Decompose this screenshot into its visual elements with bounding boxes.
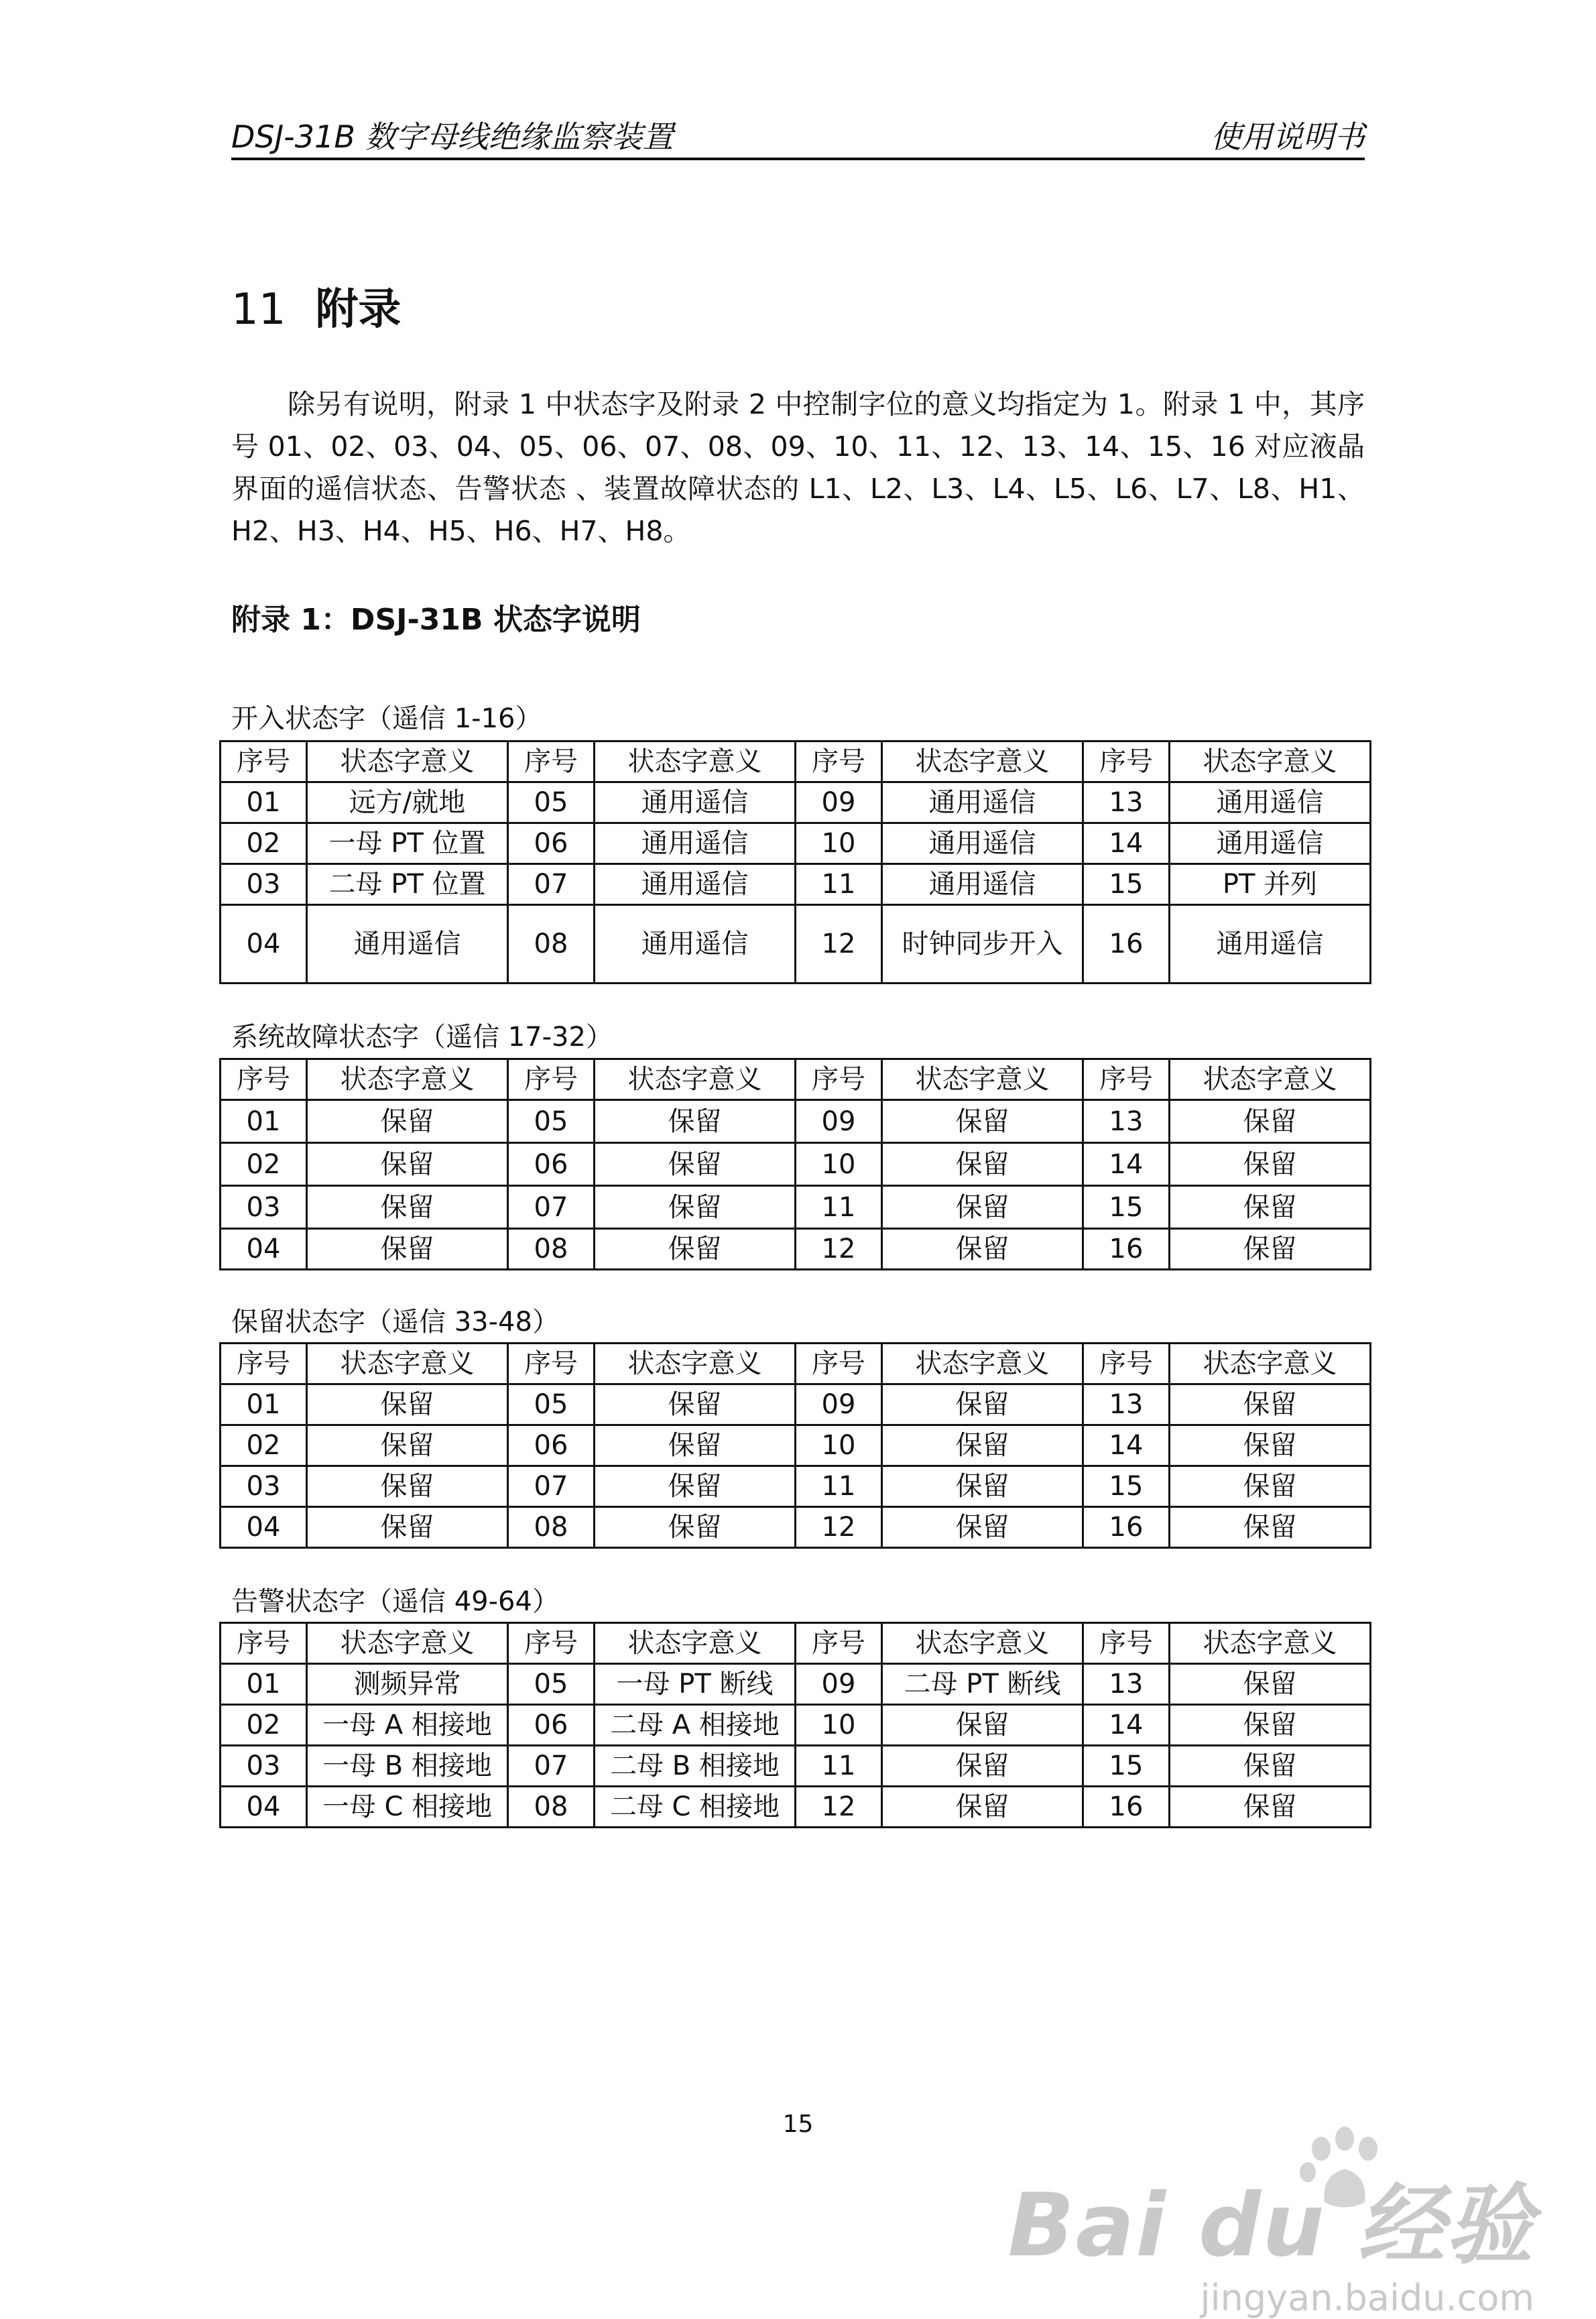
cell-number: 13 xyxy=(1083,1384,1170,1425)
cell-meaning: 保留 xyxy=(882,1143,1083,1186)
cell-number: 11 xyxy=(796,864,882,905)
cell-number: 02 xyxy=(221,823,307,864)
cell-meaning: 通用遥信 xyxy=(882,864,1083,905)
cell-number: 10 xyxy=(796,823,882,864)
table-row xyxy=(221,864,1371,905)
table-header-row xyxy=(221,1623,1371,1664)
table-row xyxy=(221,905,1371,984)
cell-number: 15 xyxy=(1083,1746,1170,1787)
cell-number: 03 xyxy=(221,1466,307,1507)
cell-number: 02 xyxy=(221,1425,307,1466)
cell-meaning: 二母 PT 断线 xyxy=(882,1664,1083,1705)
cell-number: 10 xyxy=(796,1143,882,1186)
cell-meaning: 保留 xyxy=(595,1507,796,1548)
table-row xyxy=(221,1100,1371,1143)
cell-number: 13 xyxy=(1083,1664,1170,1705)
cell-meaning: 时钟同步开入 xyxy=(882,905,1083,984)
cell-number: 15 xyxy=(1083,864,1170,905)
column-header-meaning: 状态字意义 xyxy=(307,1059,508,1100)
column-header-meaning: 状态字意义 xyxy=(882,1623,1083,1664)
cell-number: 08 xyxy=(508,1787,595,1828)
table-caption: 告警状态字（遥信 49-64） xyxy=(231,1586,559,1617)
cell-meaning: 保留 xyxy=(595,1384,796,1425)
cell-number: 12 xyxy=(796,1229,882,1270)
cell-number: 04 xyxy=(221,1507,307,1548)
cell-meaning: 一母 B 相接地 xyxy=(307,1746,508,1787)
cell-number: 14 xyxy=(1083,1143,1170,1186)
cell-meaning: 保留 xyxy=(882,1507,1083,1548)
table-row xyxy=(221,1664,1371,1705)
cell-number: 08 xyxy=(508,1229,595,1270)
cell-meaning: 保留 xyxy=(882,1466,1083,1507)
cell-number: 04 xyxy=(221,1787,307,1828)
column-header-no: 序号 xyxy=(796,1623,882,1664)
cell-meaning: 保留 xyxy=(1170,1664,1371,1705)
column-header-no: 序号 xyxy=(1083,741,1170,782)
cell-meaning: 远方/就地 xyxy=(307,782,508,823)
cell-number: 05 xyxy=(508,1384,595,1425)
cell-number: 05 xyxy=(508,1664,595,1705)
cell-number: 14 xyxy=(1083,1425,1170,1466)
cell-meaning: 保留 xyxy=(307,1384,508,1425)
cell-number: 13 xyxy=(1083,782,1170,823)
cell-meaning: 通用遥信 xyxy=(595,864,796,905)
cell-number: 06 xyxy=(508,823,595,864)
table-caption: 保留状态字（遥信 33-48） xyxy=(231,1307,559,1337)
cell-number: 01 xyxy=(221,1664,307,1705)
table-row xyxy=(221,1425,1371,1466)
cell-number: 10 xyxy=(796,1705,882,1746)
cell-number: 01 xyxy=(221,1100,307,1143)
cell-number: 12 xyxy=(796,905,882,984)
column-header-meaning: 状态字意义 xyxy=(882,1059,1083,1100)
table-caption: 系统故障状态字（遥信 17-32） xyxy=(231,1022,613,1053)
cell-meaning: 通用遥信 xyxy=(595,782,796,823)
column-header-meaning: 状态字意义 xyxy=(882,741,1083,782)
cell-number: 04 xyxy=(221,1229,307,1270)
cell-number: 14 xyxy=(1083,823,1170,864)
cell-number: 15 xyxy=(1083,1466,1170,1507)
header-manual-label: 使用说明书 xyxy=(1211,119,1365,155)
column-header-no: 序号 xyxy=(796,1344,882,1384)
cell-meaning: 通用遥信 xyxy=(882,823,1083,864)
cell-number: 03 xyxy=(221,1186,307,1229)
cell-meaning: 通用遥信 xyxy=(595,823,796,864)
cell-meaning: 二母 A 相接地 xyxy=(595,1705,796,1746)
column-header-meaning: 状态字意义 xyxy=(595,1059,796,1100)
cell-number: 08 xyxy=(508,1507,595,1548)
cell-meaning: 保留 xyxy=(1170,1100,1371,1143)
column-header-no: 序号 xyxy=(221,741,307,782)
cell-number: 08 xyxy=(508,905,595,984)
cell-meaning: 通用遥信 xyxy=(882,782,1083,823)
cell-number: 03 xyxy=(221,864,307,905)
column-header-meaning: 状态字意义 xyxy=(1170,1623,1371,1664)
cell-number: 09 xyxy=(796,1664,882,1705)
column-header-no: 序号 xyxy=(1083,1623,1170,1664)
cell-meaning: 保留 xyxy=(595,1229,796,1270)
cell-number: 05 xyxy=(508,1100,595,1143)
cell-meaning: 保留 xyxy=(595,1425,796,1466)
cell-number: 14 xyxy=(1083,1705,1170,1746)
cell-meaning: 保留 xyxy=(595,1186,796,1229)
table-row xyxy=(221,1229,1371,1270)
cell-meaning: 一母 PT 位置 xyxy=(307,823,508,864)
cell-number: 09 xyxy=(796,1100,882,1143)
table-row xyxy=(221,1186,1371,1229)
cell-meaning: 保留 xyxy=(1170,1384,1371,1425)
cell-number: 01 xyxy=(221,1384,307,1425)
cell-number: 03 xyxy=(221,1746,307,1787)
cell-number: 06 xyxy=(508,1425,595,1466)
column-header-no: 序号 xyxy=(1083,1059,1170,1100)
page-number: 15 xyxy=(782,2110,814,2138)
cell-meaning: 一母 A 相接地 xyxy=(307,1705,508,1746)
watermark-url: jingyan.baidu.com xyxy=(1200,2277,1534,2319)
column-header-no: 序号 xyxy=(221,1059,307,1100)
appendix-title: 附录 1：DSJ-31B 状态字说明 xyxy=(231,603,641,637)
table-row xyxy=(221,1705,1371,1746)
cell-meaning: 保留 xyxy=(307,1466,508,1507)
cell-number: 11 xyxy=(796,1746,882,1787)
table-row xyxy=(221,1507,1371,1548)
cell-number: 09 xyxy=(796,1384,882,1425)
column-header-meaning: 状态字意义 xyxy=(307,1344,508,1384)
column-header-no: 序号 xyxy=(508,741,595,782)
column-header-meaning: 状态字意义 xyxy=(882,1344,1083,1384)
table-row xyxy=(221,1787,1371,1828)
watermark-logo: Bai du 经验 xyxy=(1007,2174,1534,2276)
table-row xyxy=(221,782,1371,823)
table-row xyxy=(221,1143,1371,1186)
table-row xyxy=(221,823,1371,864)
column-header-no: 序号 xyxy=(508,1344,595,1384)
header-doc-title: DSJ-31B 数字母线绝缘监察装置 xyxy=(231,119,674,155)
cell-meaning: 保留 xyxy=(595,1466,796,1507)
table-header-row xyxy=(221,1059,1371,1100)
table-row xyxy=(221,1466,1371,1507)
column-header-no: 序号 xyxy=(796,1059,882,1100)
cell-meaning: 二母 PT 位置 xyxy=(307,864,508,905)
cell-number: 11 xyxy=(796,1466,882,1507)
column-header-no: 序号 xyxy=(221,1623,307,1664)
cell-meaning: 保留 xyxy=(882,1100,1083,1143)
cell-meaning: 保留 xyxy=(1170,1466,1371,1507)
column-header-meaning: 状态字意义 xyxy=(595,1344,796,1384)
cell-meaning: 保留 xyxy=(1170,1507,1371,1548)
cell-number: 07 xyxy=(508,864,595,905)
column-header-no: 序号 xyxy=(221,1344,307,1384)
cell-number: 15 xyxy=(1083,1186,1170,1229)
column-header-meaning: 状态字意义 xyxy=(595,1623,796,1664)
cell-number: 07 xyxy=(508,1466,595,1507)
cell-number: 01 xyxy=(221,782,307,823)
cell-meaning: 保留 xyxy=(1170,1746,1371,1787)
status-table-di xyxy=(219,740,1371,984)
cell-meaning: PT 并列 xyxy=(1170,864,1371,905)
cell-meaning: 通用遥信 xyxy=(1170,905,1371,984)
cell-number: 07 xyxy=(508,1746,595,1787)
cell-number: 10 xyxy=(796,1425,882,1466)
cell-meaning: 一母 PT 断线 xyxy=(595,1664,796,1705)
table-header-row xyxy=(221,741,1371,782)
cell-meaning: 保留 xyxy=(882,1425,1083,1466)
cell-meaning: 保留 xyxy=(1170,1787,1371,1828)
cell-number: 11 xyxy=(796,1186,882,1229)
cell-meaning: 保留 xyxy=(882,1186,1083,1229)
header-rule xyxy=(231,158,1365,160)
cell-meaning: 保留 xyxy=(882,1229,1083,1270)
cell-meaning: 通用遥信 xyxy=(1170,782,1371,823)
column-header-meaning: 状态字意义 xyxy=(307,1623,508,1664)
cell-meaning: 保留 xyxy=(307,1229,508,1270)
cell-meaning: 通用遥信 xyxy=(595,905,796,984)
cell-number: 06 xyxy=(508,1143,595,1186)
table-row xyxy=(221,1384,1371,1425)
column-header-no: 序号 xyxy=(508,1623,595,1664)
cell-meaning: 保留 xyxy=(882,1384,1083,1425)
column-header-meaning: 状态字意义 xyxy=(307,741,508,782)
column-header-meaning: 状态字意义 xyxy=(1170,1059,1371,1100)
column-header-no: 序号 xyxy=(1083,1344,1170,1384)
column-header-no: 序号 xyxy=(508,1059,595,1100)
cell-meaning: 保留 xyxy=(307,1507,508,1548)
table-caption: 开入状态字（遥信 1-16） xyxy=(231,703,542,734)
cell-number: 12 xyxy=(796,1787,882,1828)
table-row xyxy=(221,1746,1371,1787)
cell-meaning: 保留 xyxy=(307,1100,508,1143)
intro-paragraph: 除另有说明，附录 1 中状态字及附录 2 中控制字位的意义均指定为 1。附录 1 中，其序号 01、02、03、04、05、06、07、08、09、10、11、12、13、14、15、16 对应液晶界面的遥信状态、告警状态 、装置故障状态的 L1、L2、L3、L4、L5、L6、L7、L8、H1、H2、H3、H4、H5、H6、H7、H8。 xyxy=(231,388,1365,547)
cell-number: 07 xyxy=(508,1186,595,1229)
column-header-meaning: 状态字意义 xyxy=(595,741,796,782)
status-table-fault xyxy=(219,1058,1371,1270)
cell-number: 02 xyxy=(221,1705,307,1746)
cell-number: 04 xyxy=(221,905,307,984)
watermark xyxy=(1008,2155,1535,2319)
cell-meaning: 保留 xyxy=(1170,1143,1371,1186)
column-header-no: 序号 xyxy=(796,741,882,782)
cell-meaning: 二母 C 相接地 xyxy=(595,1787,796,1828)
cell-number: 02 xyxy=(221,1143,307,1186)
cell-number: 16 xyxy=(1083,905,1170,984)
cell-meaning: 保留 xyxy=(882,1746,1083,1787)
cell-number: 09 xyxy=(796,782,882,823)
cell-number: 12 xyxy=(796,1507,882,1548)
column-header-meaning: 状态字意义 xyxy=(1170,741,1371,782)
cell-meaning: 通用遥信 xyxy=(1170,823,1371,864)
cell-meaning: 保留 xyxy=(1170,1705,1371,1746)
cell-meaning: 保留 xyxy=(1170,1229,1371,1270)
cell-number: 06 xyxy=(508,1705,595,1746)
cell-number: 16 xyxy=(1083,1229,1170,1270)
cell-meaning: 保留 xyxy=(307,1143,508,1186)
cell-meaning: 二母 B 相接地 xyxy=(595,1746,796,1787)
section-heading xyxy=(231,275,401,337)
cell-meaning: 保留 xyxy=(307,1186,508,1229)
cell-number: 05 xyxy=(508,782,595,823)
cell-meaning: 保留 xyxy=(595,1100,796,1143)
section-number: 11 xyxy=(231,285,286,335)
cell-number: 16 xyxy=(1083,1787,1170,1828)
cell-meaning: 测频异常 xyxy=(307,1664,508,1705)
cell-number: 13 xyxy=(1083,1100,1170,1143)
cell-meaning: 保留 xyxy=(1170,1425,1371,1466)
section-title: 附录 xyxy=(315,285,402,335)
status-table-alarm xyxy=(219,1622,1371,1828)
cell-meaning: 保留 xyxy=(595,1143,796,1186)
table-header-row xyxy=(221,1344,1371,1384)
status-table-reserved xyxy=(219,1342,1371,1549)
cell-number: 16 xyxy=(1083,1507,1170,1548)
cell-meaning: 通用遥信 xyxy=(307,905,508,984)
cell-meaning: 保留 xyxy=(307,1425,508,1466)
cell-meaning: 保留 xyxy=(1170,1186,1371,1229)
column-header-meaning: 状态字意义 xyxy=(1170,1344,1371,1384)
cell-meaning: 保留 xyxy=(882,1787,1083,1828)
cell-meaning: 保留 xyxy=(882,1705,1083,1746)
cell-meaning: 一母 C 相接地 xyxy=(307,1787,508,1828)
